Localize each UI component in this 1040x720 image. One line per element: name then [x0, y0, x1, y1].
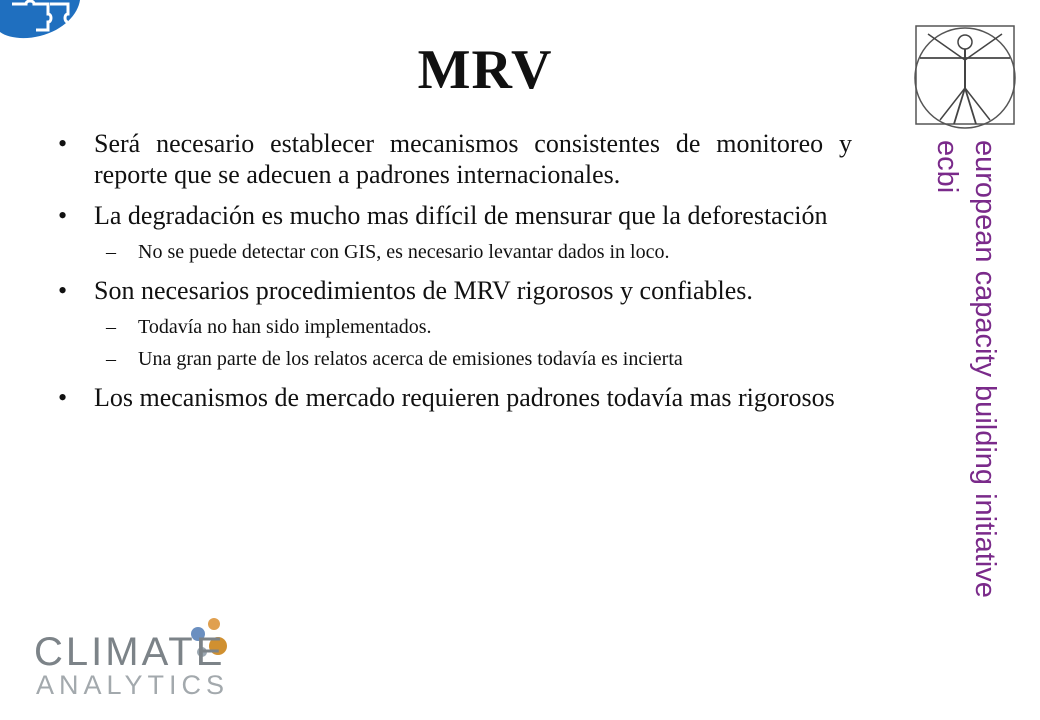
bullet-text: Será necesario establecer mecanismos consistentes de monitoreo y reporte que se adecuen a padrones internacionales. [94, 129, 852, 189]
sub-bullet-item: – Todavía no han sido implementados. [94, 314, 852, 340]
vitruvian-man-icon [910, 20, 1020, 130]
sub-bullet-item: – No se puede detectar con GIS, es necesario levantar dados in loco. [94, 239, 852, 265]
bullet-text: Los mecanismos de mercado requieren padrones todavía mas rigorosos [94, 383, 835, 412]
bullet-text: La degradación es mucho mas difícil de mensurar que la deforestación [94, 201, 828, 230]
sub-bullet-list [94, 314, 852, 372]
logo-word-analytics: ANALYTICS [36, 670, 230, 700]
bullet-item [52, 382, 852, 413]
bullet-text: Son necesarios procedimientos de MRV rigorosos y confiables. [94, 276, 753, 305]
sub-bullet-list [94, 239, 852, 265]
bullet-item [52, 128, 852, 190]
ecbi-acronym: ecbi [931, 140, 963, 194]
slide-title: MRV [417, 39, 553, 101]
bullet-list [52, 128, 852, 423]
logo-word-climate: CLIMATE [34, 630, 226, 674]
bullet-item [52, 275, 852, 372]
ecbi-side-text [928, 140, 1004, 598]
ecbi-full-name: european capacity building initiative [969, 140, 1001, 598]
puzzle-logo-icon [0, 0, 90, 40]
bullet-item [52, 200, 852, 265]
sub-bullet-item: – Una gran parte de los relatos acerca de emisiones todavía es incierta [94, 346, 852, 372]
